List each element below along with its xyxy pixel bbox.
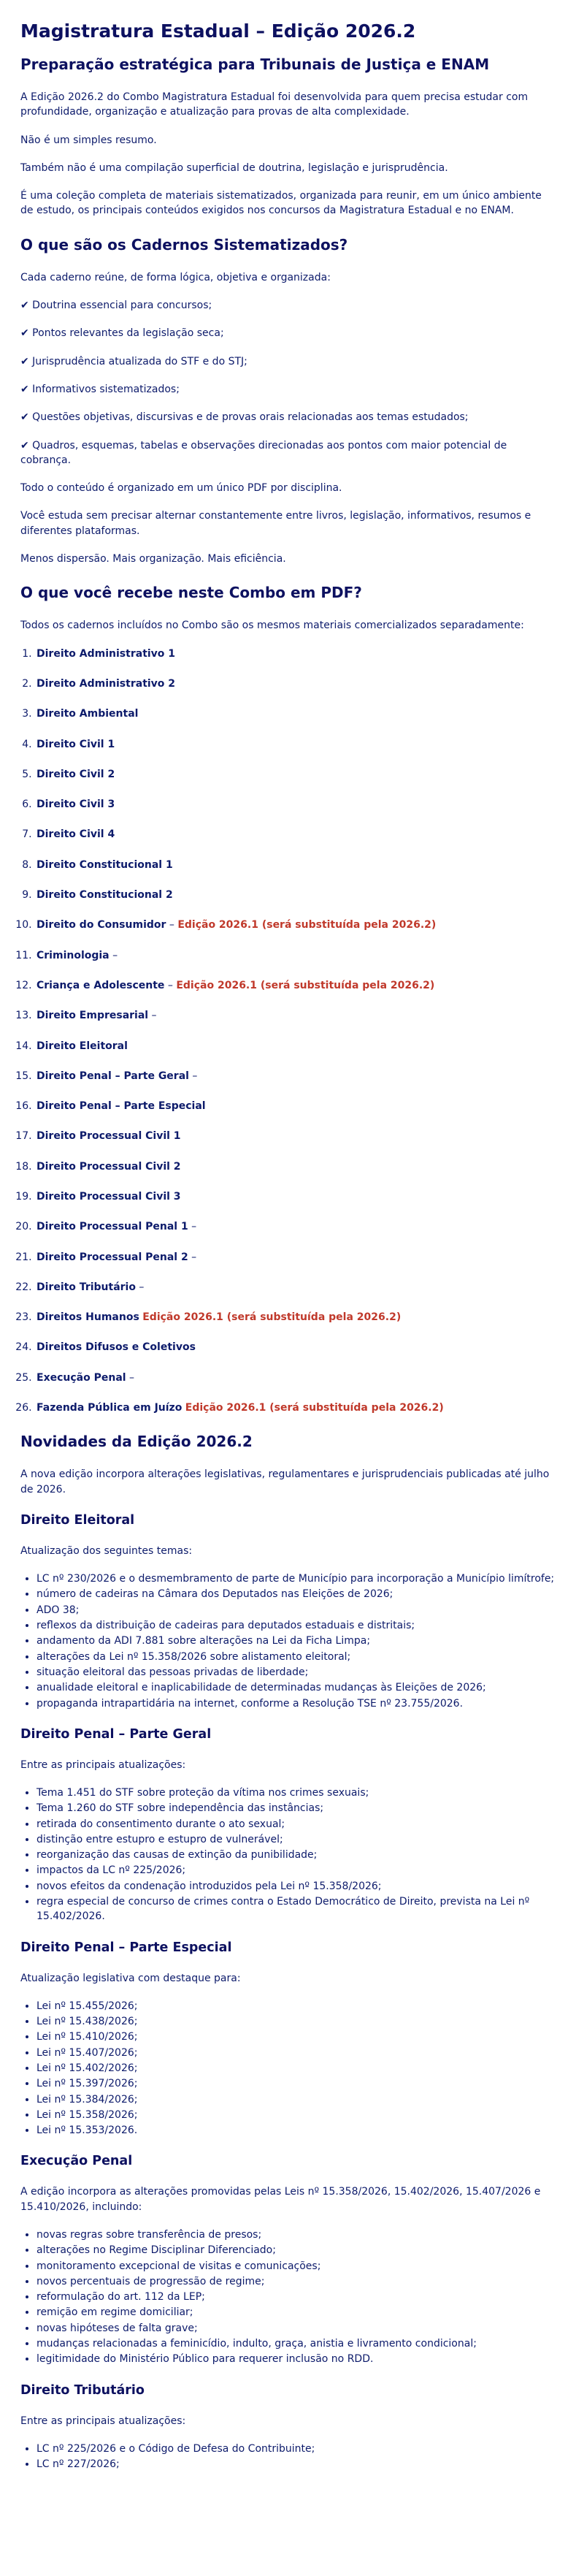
combo-item [35, 1008, 556, 1023]
cadernos-item: ✔ Informativos sistematizados; [20, 383, 180, 395]
combo-item [35, 1371, 556, 1385]
novidades-topic-item: • Lei nº 15.402/2026; [37, 2061, 556, 2076]
novidades-topic-item: • reorganização das causas de extinção da punibilidade; [37, 1848, 556, 1862]
combo-item [35, 647, 556, 661]
intro-paragraph: É uma coleção completa de materiais sistematizados, organizada para reunir, em um único ambiente de estudo, os principais conteúdos exigidos nos concursos da Magistratura Estadual e no ENAM. [20, 190, 542, 217]
combo-item-name: Direito Processual Civil 2 [37, 1160, 181, 1173]
combo-item [35, 827, 556, 842]
novidades-topic-item: • Lei nº 15.410/2026; [37, 2030, 556, 2044]
cadernos-item: ✔ Pontos relevantes da legislação seca; [20, 327, 224, 340]
cadernos-item: ✔ Quadros, esquemas, tabelas e observações direcionadas aos pontos com maior potencial de cobrança. [20, 439, 507, 466]
intro-paragraph: Também não é uma compilação superficial de doutrina, legislação e jurisprudência. [20, 161, 448, 174]
combo-item [35, 918, 556, 932]
novidades-topic-item: • monitoramento excepcional de visitas e comunicações; [37, 2259, 556, 2274]
combo-item [35, 1340, 556, 1354]
combo-item-name: Direito Civil 4 [37, 828, 115, 841]
combo-item-separator: – [148, 1010, 157, 1022]
intro-paragraph: Não é um simples resumo. [20, 134, 157, 146]
combo-item-name: Direito Processual Penal 2 [37, 1251, 188, 1263]
intro-paragraph: A Edição 2026.2 do Combo Magistratura Estadual foi desenvolvida para quem precisa estudar com profundidade, organização e atualização para provas de alta complexidade. [20, 91, 529, 118]
combo-item-name: Direito Civil 2 [37, 768, 115, 780]
combo-item-name: Direito Tributário [37, 1281, 136, 1293]
novidades-topic-list [20, 2442, 556, 2472]
combo-item [35, 1401, 556, 1415]
combo-item [35, 1129, 556, 1143]
combo-item-name: Execução Penal [37, 1371, 126, 1384]
cadernos-lead: Cada caderno reúne, de forma lógica, objetiva e organizada: [20, 271, 331, 283]
combo-item-name: Direito Administrativo 1 [37, 647, 176, 660]
cadernos-section [20, 236, 556, 567]
combo-item-separator: – [188, 1221, 197, 1233]
combo-item-separator: – [166, 919, 178, 931]
combo-item-separator: – [109, 949, 118, 961]
combo-item-separator: – [164, 979, 177, 991]
novidades-topic-item: • propaganda intrapartidária na internet, conforme a Resolução TSE nº 23.755/2026. [37, 1696, 556, 1711]
combo-item-name: Direito Penal – Parte Geral [37, 1070, 189, 1082]
novidades-topic-item: • legitimidade do Ministério Público para requerer inclusão no RDD. [37, 2352, 556, 2366]
novidades-subsection-lead: Entre as principais atualizações: [20, 1758, 186, 1771]
cadernos-heading: O que são os Cadernos Sistematizados? [20, 235, 348, 254]
novidades-topic-item: • Lei nº 15.353/2026. [37, 2123, 556, 2138]
novidades-topic-item: • novas regras sobre transferência de presos; [37, 2228, 556, 2242]
novidades-topic-item: • LC nº 227/2026; [37, 2457, 556, 2472]
novidades-topic-item: • novos efeitos da condenação introduzidos pela Lei nº 15.358/2026; [37, 1879, 556, 1894]
novidades-topic-item: • mudanças relacionadas a feminicídio, indulto, graça, anistia e livramento condicional; [37, 2336, 556, 2351]
combo-item [35, 767, 556, 782]
combo-item-name: Direito do Consumidor [37, 919, 166, 931]
novidades-section [20, 1433, 556, 2472]
combo-lead: Todos os cadernos incluídos no Combo são os mesmos materiais comercializados separadamente: [20, 620, 524, 632]
novidades-topic-item: • Lei nº 15.384/2026; [37, 2092, 556, 2107]
novidades-subsection-heading: Direito Eleitoral [20, 1512, 135, 1528]
novidades-topic-item: • ADO 38; [37, 1603, 556, 1617]
novidades-topic-item: • novos percentuais de progressão de regime; [37, 2274, 556, 2289]
combo-section [20, 584, 556, 1415]
cadernos-item: ✔ Doutrina essencial para concursos; [20, 300, 212, 312]
novidades-topic-item: • Tema 1.260 do STF sobre independência das instâncias; [37, 1801, 556, 1815]
combo-item [35, 706, 556, 721]
novidades-lead: A nova edição incorpora alterações legislativas, regulamentares e jurisprudenciais publicadas até julho de 2026. [20, 1468, 550, 1495]
novidades-topic-item: • retirada do consentimento durante o ato sexual; [37, 1817, 556, 1832]
combo-item-name: Criança e Adolescente [37, 979, 165, 991]
combo-item-name: Direito Processual Penal 1 [37, 1221, 188, 1233]
novidades-topic-item: • anualidade eleitoral e inaplicabilidade de determinadas mudanças às Eleições de 2026; [37, 1680, 556, 1695]
page-subtitle: Preparação estratégica para Tribunais de Justiça e ENAM [20, 56, 490, 73]
novidades-topic-list [20, 1786, 556, 1924]
novidades-topic-item: • distinção entre estupro e estupro de vulnerável; [37, 1832, 556, 1847]
combo-item-separator: – [135, 1281, 145, 1293]
combo-item-edition-note: Edição 2026.1 (será substituída pela 2026.2) [185, 1402, 444, 1414]
novidades-heading: Novidades da Edição 2026.2 [20, 1433, 253, 1451]
cadernos-outro: Todo o conteúdo é organizado em um único PDF por disciplina. [20, 482, 342, 495]
novidades-subsection-lead: A edição incorpora as alterações promovidas pelas Leis nº 15.358/2026, 15.402/2026, 15.407/2026 e 15.410/2026, incluindo: [20, 2186, 541, 2213]
combo-item [35, 1310, 556, 1325]
combo-item-name: Direito Administrativo 2 [37, 677, 176, 690]
novidades-subsection-heading: Direito Penal – Parte Especial [20, 1940, 232, 1955]
combo-item-name: Direito Eleitoral [37, 1040, 128, 1052]
combo-item [35, 677, 556, 691]
combo-item [35, 948, 556, 963]
novidades-topic-item: • LC nº 230/2026 e o desmembramento de parte de Município para incorporação a Município limítrofe; [37, 1571, 556, 1586]
combo-item [35, 1159, 556, 1174]
combo-item [35, 888, 556, 902]
combo-item-name: Direito Civil 3 [37, 799, 115, 811]
combo-item-name: Direito Constitucional 2 [37, 889, 173, 902]
combo-item-edition-note: Edição 2026.1 (será substituída pela 2026.2) [142, 1311, 402, 1324]
combo-item-separator: – [188, 1251, 197, 1263]
page-title: Magistratura Estadual – Edição 2026.2 [20, 20, 416, 42]
combo-item [35, 797, 556, 812]
cadernos-outro: Menos dispersão. Mais organização. Mais eficiência. [20, 553, 286, 565]
combo-item-name: Criminologia [37, 949, 110, 961]
combo-item [35, 1280, 556, 1295]
novidades-topic-item: • LC nº 225/2026 e o Código de Defesa do Contribuinte; [37, 2442, 556, 2456]
novidades-topic-item: • situação eleitoral das pessoas privadas de liberdade; [37, 1665, 556, 1680]
cadernos-item: ✔ Questões objetivas, discursivas e de provas orais relacionadas aos temas estudados; [20, 411, 469, 424]
combo-list [20, 647, 556, 1416]
novidades-topic-item: • novas hipóteses de falta grave; [37, 2321, 556, 2336]
novidades-topic-item: • remição em regime domiciliar; [37, 2305, 556, 2320]
novidades-topic-list [20, 1571, 556, 1711]
combo-item [35, 1099, 556, 1113]
novidades-topic-item: • Lei nº 15.455/2026; [37, 1999, 556, 2013]
novidades-topic-item: • impactos da LC nº 225/2026; [37, 1863, 556, 1878]
combo-item-name: Direitos Humanos [37, 1311, 139, 1324]
novidades-topic-list [20, 1999, 556, 2138]
combo-item [35, 1189, 556, 1204]
novidades-subsection-lead: Entre as principais atualizações: [20, 2415, 186, 2427]
novidades-topic-list [20, 2228, 556, 2367]
combo-item-edition-note: Edição 2026.1 (será substituída pela 2026.2) [177, 919, 437, 931]
novidades-topic-item: • alterações da Lei nº 15.358/2026 sobre alistamento eleitoral; [37, 1650, 556, 1664]
combo-item-separator: – [126, 1371, 135, 1384]
combo-item-name: Direito Ambiental [37, 708, 139, 720]
combo-item-name: Direito Constitucional 1 [37, 858, 173, 871]
combo-heading: O que você recebe neste Combo em PDF? [20, 584, 362, 602]
novidades-topic-item: • andamento da ADI 7.881 sobre alterações na Lei da Ficha Limpa; [37, 1634, 556, 1648]
novidades-subsection-lead: Atualização legislativa com destaque para: [20, 1972, 241, 1984]
novidades-topic-item: • Tema 1.451 do STF sobre proteção da vítima nos crimes sexuais; [37, 1786, 556, 1800]
novidades-topic-item: • Lei nº 15.438/2026; [37, 2014, 556, 2029]
combo-item-name: Direito Penal – Parte Especial [37, 1100, 206, 1113]
cadernos-outro: Você estuda sem precisar alternar constantemente entre livros, legislação, informativos, resumos e diferentes plataformas. [20, 510, 531, 537]
combo-item [35, 737, 556, 752]
novidades-subsection-heading: Direito Tributário [20, 2382, 145, 2398]
combo-item-name: Direito Civil 1 [37, 738, 115, 750]
combo-item-name: Direitos Difusos e Coletivos [37, 1341, 196, 1354]
cadernos-item: ✔ Jurisprudência atualizada do STF e do STJ; [20, 355, 247, 367]
combo-item-name: Fazenda Pública em Juízo [37, 1402, 183, 1414]
combo-item [35, 1039, 556, 1053]
novidades-subsection-lead: Atualização dos seguintes temas: [20, 1544, 193, 1557]
novidades-topic-item: • reflexos da distribuição de cadeiras para deputados estaduais e distritais; [37, 1618, 556, 1633]
combo-item [35, 978, 556, 993]
novidades-subsection-heading: Direito Penal – Parte Geral [20, 1726, 212, 1742]
novidades-topic-item: • regra especial de concurso de crimes contra o Estado Democrático de Direito, prevista na Lei nº 15.402/2026. [37, 1894, 556, 1924]
intro-section [20, 90, 556, 218]
novidades-topic-item: • Lei nº 15.358/2026; [37, 2108, 556, 2122]
novidades-subsection-heading: Execução Penal [20, 2154, 133, 2169]
novidades-topic-item: • reformulação do art. 112 da LEP; [37, 2290, 556, 2304]
combo-item-name: Direito Processual Civil 1 [37, 1130, 181, 1143]
combo-item-separator: – [188, 1070, 198, 1082]
novidades-topic-item: • Lei nº 15.407/2026; [37, 2046, 556, 2060]
combo-item [35, 1250, 556, 1265]
combo-item [35, 858, 556, 872]
combo-item-name: Direito Processual Civil 3 [37, 1190, 181, 1203]
combo-item-name: Direito Empresarial [37, 1010, 149, 1022]
novidades-topic-item: • alterações no Regime Disciplinar Diferenciado; [37, 2243, 556, 2257]
combo-item [35, 1069, 556, 1083]
novidades-subsections [20, 1513, 556, 2472]
novidades-topic-item: • Lei nº 15.397/2026; [37, 2076, 556, 2091]
combo-item [35, 1219, 556, 1234]
novidades-topic-item: • número de cadeiras na Câmara dos Deputados nas Eleições de 2026; [37, 1587, 556, 1601]
combo-item-edition-note: Edição 2026.1 (será substituída pela 2026.2) [176, 979, 435, 991]
